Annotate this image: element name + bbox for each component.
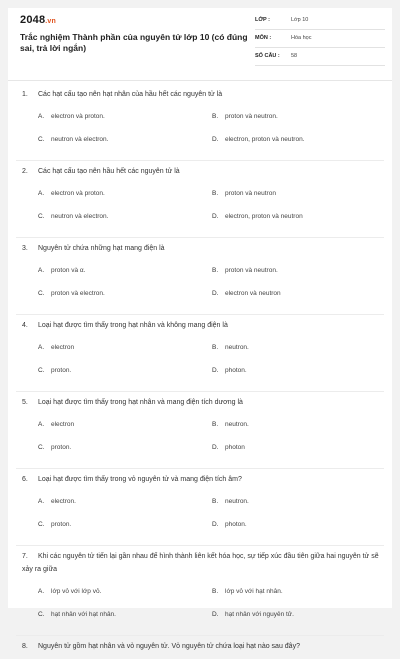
option-letter: C. xyxy=(38,444,45,451)
question-number: 6. xyxy=(22,476,28,483)
option-text: neutron và electron. xyxy=(51,213,109,220)
option-text: neutron và electron. xyxy=(51,136,109,143)
option-text: electron, proton và neutron xyxy=(225,213,303,220)
quiz-meta xyxy=(255,16,385,70)
option-letter: B. xyxy=(212,344,219,351)
meta-row-class xyxy=(255,16,385,30)
option-letter: C. xyxy=(38,367,45,374)
option-text: neutron. xyxy=(225,344,249,351)
question-text xyxy=(22,396,384,409)
option-text: photon. xyxy=(225,521,247,528)
question-item xyxy=(8,315,392,392)
option-letter: C. xyxy=(38,290,45,297)
answer-option-d[interactable] xyxy=(212,213,303,220)
option-text: proton và neutron. xyxy=(225,113,278,120)
answer-option-c[interactable] xyxy=(38,136,108,143)
question-number: 3. xyxy=(22,245,28,252)
answer-option-c[interactable] xyxy=(38,213,108,220)
answer-option-a[interactable] xyxy=(38,421,74,428)
question-item xyxy=(8,469,392,546)
option-text: electron và neutron xyxy=(225,290,281,297)
meta-label: LỚP : xyxy=(255,17,270,23)
question-item xyxy=(8,238,392,315)
option-text: electron, proton và neutron. xyxy=(225,136,305,143)
question-number: 4. xyxy=(22,322,28,329)
answer-option-c[interactable] xyxy=(38,521,71,528)
meta-value: 58 xyxy=(291,53,298,59)
option-text: proton. xyxy=(51,444,72,451)
option-letter: B. xyxy=(212,267,219,274)
option-letter: C. xyxy=(38,213,45,220)
option-text: electron xyxy=(51,421,75,428)
option-letter: D. xyxy=(212,290,219,297)
option-text: electron xyxy=(51,344,75,351)
quiz-page xyxy=(8,8,392,650)
answer-option-a[interactable] xyxy=(38,113,105,120)
question-number: 8. xyxy=(22,643,28,650)
question-stem: Loại hạt được tìm thấy trong hạt nhân và mang điện tích dương là xyxy=(38,399,243,406)
question-item xyxy=(8,84,392,161)
option-text: electron và proton. xyxy=(51,113,105,120)
question-text xyxy=(22,88,384,101)
question-number: 5. xyxy=(22,399,28,406)
question-stem: Nguyên tử gồm hạt nhân và vỏ nguyên tử. Vỏ nguyên tử chứa loại hạt nào sau đây? xyxy=(38,643,300,650)
answer-option-a[interactable] xyxy=(38,190,105,197)
meta-row-subject xyxy=(255,34,385,48)
option-text: hạt nhân với nguyên tử. xyxy=(225,611,294,618)
answer-option-b[interactable] xyxy=(212,113,278,120)
option-letter: D. xyxy=(212,611,219,618)
question-stem: Khi các nguyên tử tiến lại gần nhau để hình thành liên kết hóa học, sự tiếp xúc đầu tiên giữa hai nguyên tử sẽ xảy ra giữa xyxy=(22,553,379,573)
option-text: electron và proton. xyxy=(51,190,105,197)
option-letter: D. xyxy=(212,444,219,451)
option-letter: A. xyxy=(38,498,45,505)
option-text: lớp vỏ với lớp vỏ. xyxy=(51,588,102,595)
answer-option-d[interactable] xyxy=(212,367,247,374)
option-text: photon. xyxy=(225,367,247,374)
meta-value: Hóa học xyxy=(291,35,312,41)
answer-option-c[interactable] xyxy=(38,367,71,374)
option-letter: A. xyxy=(38,190,45,197)
option-letter: A. xyxy=(38,421,45,428)
option-text: photon xyxy=(225,444,245,451)
answer-option-b[interactable] xyxy=(212,498,249,505)
option-text: proton và neutron. xyxy=(225,267,278,274)
answer-option-b[interactable] xyxy=(212,267,278,274)
question-number: 7. xyxy=(22,553,28,560)
site-logo[interactable] xyxy=(20,14,56,26)
question-item xyxy=(8,636,392,659)
option-letter: A. xyxy=(38,588,45,595)
answer-option-a[interactable] xyxy=(38,344,74,351)
answer-option-d[interactable] xyxy=(212,611,294,618)
option-text: hạt nhân với hạt nhân. xyxy=(51,611,116,618)
option-letter: D. xyxy=(212,367,219,374)
answer-option-a[interactable] xyxy=(38,588,101,595)
answer-option-d[interactable] xyxy=(212,290,281,297)
option-letter: A. xyxy=(38,267,45,274)
answer-option-c[interactable] xyxy=(38,290,105,297)
question-stem: Loại hạt được tìm thấy trong vỏ nguyên tử và mang điện tích âm? xyxy=(38,476,242,483)
answer-option-b[interactable] xyxy=(212,421,249,428)
header-divider xyxy=(8,80,392,81)
quiz-title: Trắc nghiệm Thành phần của nguyên tử lớp 10 (có đúng sai, trả lời ngắn) xyxy=(20,32,248,53)
meta-value: Lớp 10 xyxy=(291,17,309,23)
option-text: neutron. xyxy=(225,498,249,505)
option-text: electron. xyxy=(51,498,76,505)
option-letter: D. xyxy=(212,213,219,220)
answer-option-d[interactable] xyxy=(212,444,245,451)
question-stem: Loại hạt được tìm thấy trong hạt nhân và không mang điện là xyxy=(38,322,228,329)
option-letter: B. xyxy=(212,113,219,120)
question-text xyxy=(22,319,384,332)
answer-option-b[interactable] xyxy=(212,344,249,351)
option-letter: B. xyxy=(212,421,219,428)
question-number: 1. xyxy=(22,91,28,98)
answer-option-b[interactable] xyxy=(212,190,276,197)
meta-label: MÔN : xyxy=(255,35,272,41)
question-text xyxy=(22,550,384,576)
question-stem: Các hạt cấu tạo nên hầu hết các nguyên tử là xyxy=(38,168,180,175)
option-letter: B. xyxy=(212,588,219,595)
question-item xyxy=(8,392,392,469)
logo-main: 2048 xyxy=(20,14,46,26)
option-text: proton. xyxy=(51,521,72,528)
option-text: neutron. xyxy=(225,421,249,428)
option-text: lớp vỏ với hạt nhân. xyxy=(225,588,283,595)
option-letter: D. xyxy=(212,521,219,528)
answer-option-a[interactable] xyxy=(38,498,76,505)
answer-option-d[interactable] xyxy=(212,521,247,528)
question-item xyxy=(8,546,392,636)
answer-option-b[interactable] xyxy=(212,588,283,595)
answer-option-c[interactable] xyxy=(38,444,71,451)
answer-option-c[interactable] xyxy=(38,611,116,618)
option-letter: A. xyxy=(38,344,45,351)
meta-row-count xyxy=(255,52,385,66)
option-text: proton và neutron xyxy=(225,190,276,197)
question-text xyxy=(22,473,384,486)
question-item xyxy=(8,161,392,238)
meta-label: SỐ CÂU : xyxy=(255,53,280,59)
question-stem: Các hạt cấu tạo nên hạt nhân của hầu hết các nguyên tử là xyxy=(38,91,223,98)
option-letter: C. xyxy=(38,521,45,528)
answer-option-d[interactable] xyxy=(212,136,305,143)
option-letter: B. xyxy=(212,498,219,505)
question-list xyxy=(8,84,392,659)
option-letter: C. xyxy=(38,611,45,618)
option-letter: C. xyxy=(38,136,45,143)
question-number: 2. xyxy=(22,168,28,175)
option-text: proton. xyxy=(51,367,72,374)
question-text xyxy=(22,640,384,653)
question-text xyxy=(22,165,384,178)
question-text xyxy=(22,242,384,255)
page-header xyxy=(8,8,392,80)
question-stem: Nguyên tử chứa những hạt mang điện là xyxy=(38,245,165,252)
option-text: proton và α. xyxy=(51,267,86,274)
option-text: proton và electron. xyxy=(51,290,105,297)
option-letter: A. xyxy=(38,113,45,120)
answer-option-a[interactable] xyxy=(38,267,85,274)
option-letter: B. xyxy=(212,190,219,197)
option-letter: D. xyxy=(212,136,219,143)
logo-suffix: .vn xyxy=(45,18,56,25)
